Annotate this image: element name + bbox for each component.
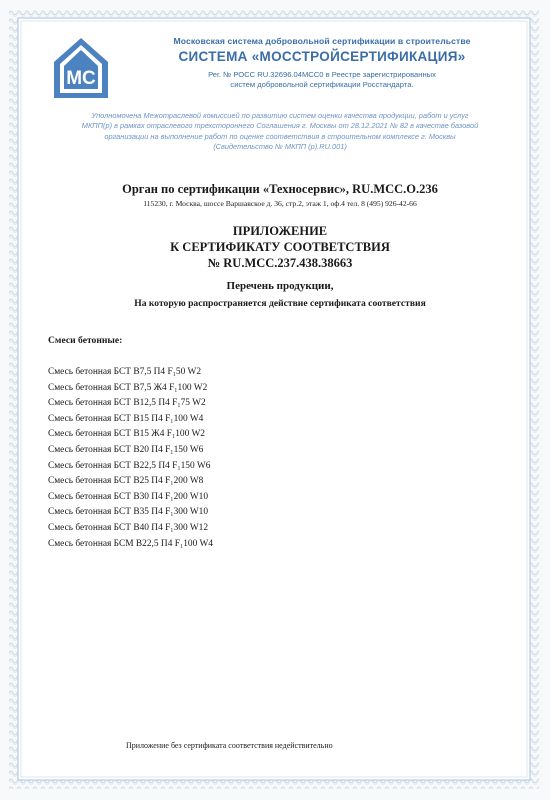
- product-item: Смесь бетонная БСТ В30 П4 F₁200 W10: [48, 491, 209, 502]
- product-item: Смесь бетонная БСТ В7,5 П4 F₁50 W2: [48, 367, 202, 377]
- certification-body-title: Орган по сертификации «Техносервис», RU.МСС.О.236: [122, 182, 438, 196]
- certification-body-address: 115230, г. Москва, шоссе Варшавское д. 36, стр.2, этаж 1, оф.4 тел. 8 (495) 926-42-66: [143, 199, 417, 208]
- product-category: Смеси бетонные:: [48, 335, 123, 346]
- system-full-name: Московская система добровольной сертификации в строительстве: [173, 36, 471, 46]
- authority-line-3: организации на выполнение работ по оценке соответствия в строительном комплексе г. Москвы: [104, 131, 456, 141]
- header-text: [122, 36, 522, 90]
- appendix-title: ПРИЛОЖЕНИЕ: [232, 224, 328, 238]
- registration-info: [122, 70, 522, 90]
- authority-line-1: Уполномочена Межотраслевой комиссией по развитию систем оценки качества продукции, работ и услуг: [91, 111, 469, 120]
- product-item: Смесь бетонная БСМ В22,5 П4 F₁100 W4: [48, 538, 213, 549]
- product-item: Смесь бетонная БСТ В15 Ж4 F₁100 W2: [48, 429, 205, 440]
- registration-line-2: систем добровольной сертификации Росстандарта.: [230, 80, 414, 89]
- product-item: Смесь бетонная БСТ В15 П4 F₁100 W4: [48, 413, 204, 424]
- appendix-subtitle: К СЕРТИФИКАТУ СООТВЕТСТВИЯ: [170, 240, 390, 254]
- product-item: Смесь бетонная БСТ В25 П4 F₁200 W8: [48, 476, 204, 487]
- authority-line-4: (Свидетельство № МКПП (р).RU.001): [213, 141, 347, 151]
- authority-line-2: МКПП(р) в рамках отраслевого трехстороннего Соглашения г. Москвы от 28.12.2021 № 82 в качестве базовой: [81, 121, 479, 131]
- product-item: Смесь бетонная БСТ В35 П4 F₁300 W10: [48, 507, 209, 518]
- registration-line-1: Рег. № РОСС RU.32696.04МСС0 в Реестре зарегистрированных: [208, 70, 436, 79]
- certificate-number: № RU.МСС.237.438.38663: [207, 256, 353, 270]
- system-title: СИСТЕМА «МОССТРОЙСЕРТИФИКАЦИЯ»: [178, 49, 466, 64]
- logo-lettering: МС: [66, 68, 96, 89]
- certification-body: [60, 182, 500, 208]
- product-list: [48, 365, 348, 552]
- product-item: Смесь бетонная БСТ В12,5 П4 F₁75 W2: [48, 398, 206, 409]
- authority-statement: [60, 111, 500, 152]
- product-item: Смесь бетонная БСТ В20 П4 F₁150 W6: [48, 444, 204, 455]
- product-item: Смесь бетонная БСТ В40 П4 F₁300 W12: [48, 522, 209, 533]
- product-list-scope: На которую распространяется действие сертификата соответствия: [134, 298, 426, 309]
- product-item: Смесь бетонная БСТ В7,5 Ж4 F₁100 W2: [48, 382, 208, 393]
- product-item: Смесь бетонная БСТ В22,5 П4 F₁150 W6: [48, 460, 211, 471]
- validity-footnote: Приложение без сертификата соответствия недействительно: [126, 741, 333, 750]
- mosstroycert-logo: [52, 36, 110, 100]
- product-list-title: Перечень продукции,: [226, 280, 334, 292]
- appendix-heading: [60, 223, 500, 309]
- certification-system-header: [52, 36, 522, 106]
